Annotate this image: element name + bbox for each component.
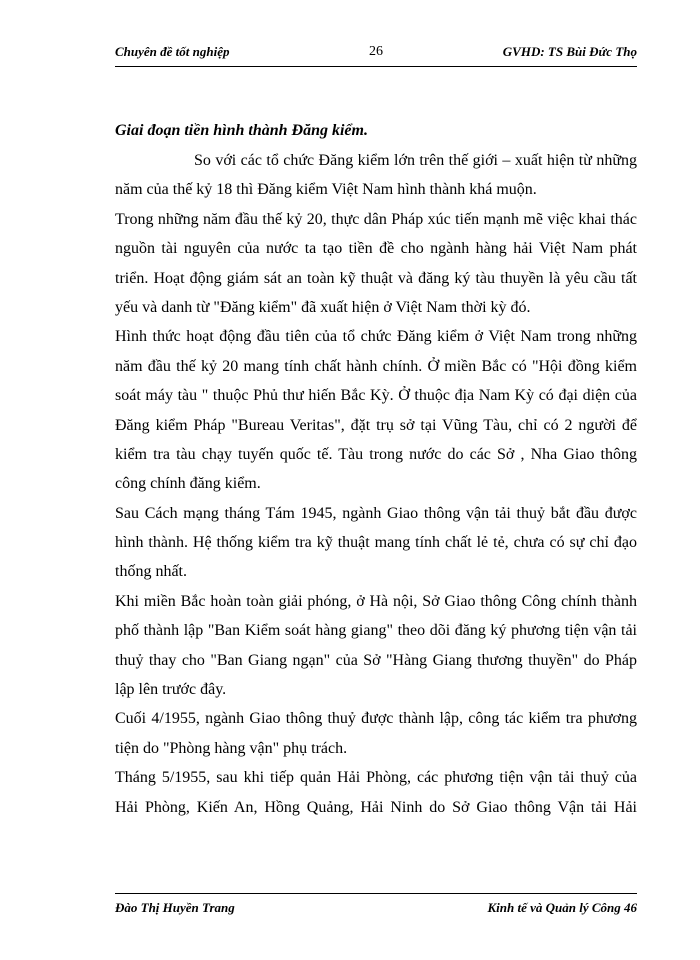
- paragraph-line: Sau Cách mạng tháng Tám 1945, ngành Giao thông vận tải thuỷ bắt đầu được: [115, 504, 637, 522]
- paragraph-line: thuỷ thay cho "Ban Giang ngạn" của Sở "Hàng Giang thương thuyền" do Pháp: [115, 651, 637, 669]
- footer-class: Kinh tế và Quản lý Công 46: [487, 900, 637, 915]
- paragraph-5: [115, 587, 637, 705]
- paragraph-line: năm của thế kỷ 18 thì Đăng kiểm Việt Nam hình thành khá muộn.: [115, 181, 537, 199]
- paragraph-line: Đăng kiểm Pháp "Bureau Veritas", đặt trụ sở tại Vũng Tàu, chỉ có 2 người để: [115, 416, 637, 434]
- body-content: [115, 116, 637, 822]
- paragraph-7: [115, 763, 637, 822]
- paragraph-line: phố thành lập "Ban Kiểm soát hàng giang" theo dõi đăng ký phương tiện vận tải: [115, 622, 637, 640]
- paragraph-line: Hải Phòng, Kiến An, Hồng Quảng, Hải Ninh do Sở Giao thông Vận tải Hải: [115, 798, 637, 816]
- paragraph-6: [115, 704, 637, 763]
- paragraph-line: Cuối 4/1955, ngành Giao thông thuỷ được thành lập, công tác kiểm tra phương: [115, 710, 637, 728]
- paragraph-line: hình thành. Hệ thống kiểm tra kỹ thuật mang tính chất lẻ tẻ, chưa có sự chỉ đạo: [115, 534, 637, 552]
- paragraph-line: soát máy tàu " thuộc Phủ thư hiến Bắc Kỳ. Ở thuộc địa Nam Kỳ có đại diện của: [115, 387, 637, 405]
- paragraph-line: Tháng 5/1955, sau khi tiếp quản Hải Phòng, các phương tiện vận tải thuỷ của: [115, 769, 637, 787]
- footer-divider: [115, 893, 637, 894]
- paragraph-line: Hình thức hoạt động đầu tiên của tổ chức Đăng kiểm ở Việt Nam trong những: [115, 328, 637, 346]
- paragraph-line: thống nhất.: [115, 563, 187, 581]
- paragraph-3: [115, 322, 637, 498]
- paragraph-line: triển. Hoạt động giám sát an toàn kỹ thuật và đăng ký tàu thuyền là yêu cầu tất: [115, 269, 637, 287]
- header-document-title: Chuyên đề tốt nghiệp: [115, 44, 230, 59]
- paragraph-1: [115, 146, 637, 205]
- paragraph-line: kiểm tra tàu chạy tuyến quốc tế. Tàu trong nước do các Sở , Nha Giao thông: [115, 445, 637, 463]
- header-divider: [115, 66, 637, 67]
- section-heading: Giai đoạn tiền hình thành Đăng kiểm.: [115, 122, 368, 139]
- paragraph-line: Trong những năm đầu thế kỷ 20, thực dân Pháp xúc tiến mạnh mẽ việc khai thác: [115, 210, 637, 228]
- paragraph-2: [115, 205, 637, 323]
- page-header: [115, 44, 637, 64]
- header-advisor: GVHD: TS Bùi Đức Thọ: [502, 44, 637, 59]
- paragraph-line: So với các tổ chức Đăng kiểm lớn trên thế giới – xuất hiện từ những: [194, 152, 637, 169]
- header-page-number: 26: [369, 44, 383, 59]
- paragraph-line: yếu và danh từ "Đăng kiểm" đã xuất hiện ở Việt Nam thời kỳ đó.: [115, 298, 531, 316]
- paragraph-line: nguồn tài nguyên của nước ta tạo tiền đề cho ngành hàng hải Việt Nam phát: [115, 240, 637, 258]
- page-footer: [115, 900, 637, 920]
- paragraph-4: [115, 499, 637, 587]
- paragraph-line: năm đầu thế kỷ 20 mang tính chất hành chính. Ở miền Bắc có "Hội đồng kiểm: [115, 357, 637, 375]
- footer-author: Đào Thị Huyền Trang: [115, 900, 235, 915]
- paragraph-line: tiện do "Phòng hàng vận" phụ trách.: [115, 739, 348, 757]
- paragraph-line: Khi miền Bắc hoàn toàn giải phóng, ở Hà nội, Sở Giao thông Công chính thành: [115, 592, 637, 610]
- paragraph-line: công chính đăng kiểm.: [115, 475, 261, 493]
- paragraph-line: lập lên trước đây.: [115, 681, 227, 699]
